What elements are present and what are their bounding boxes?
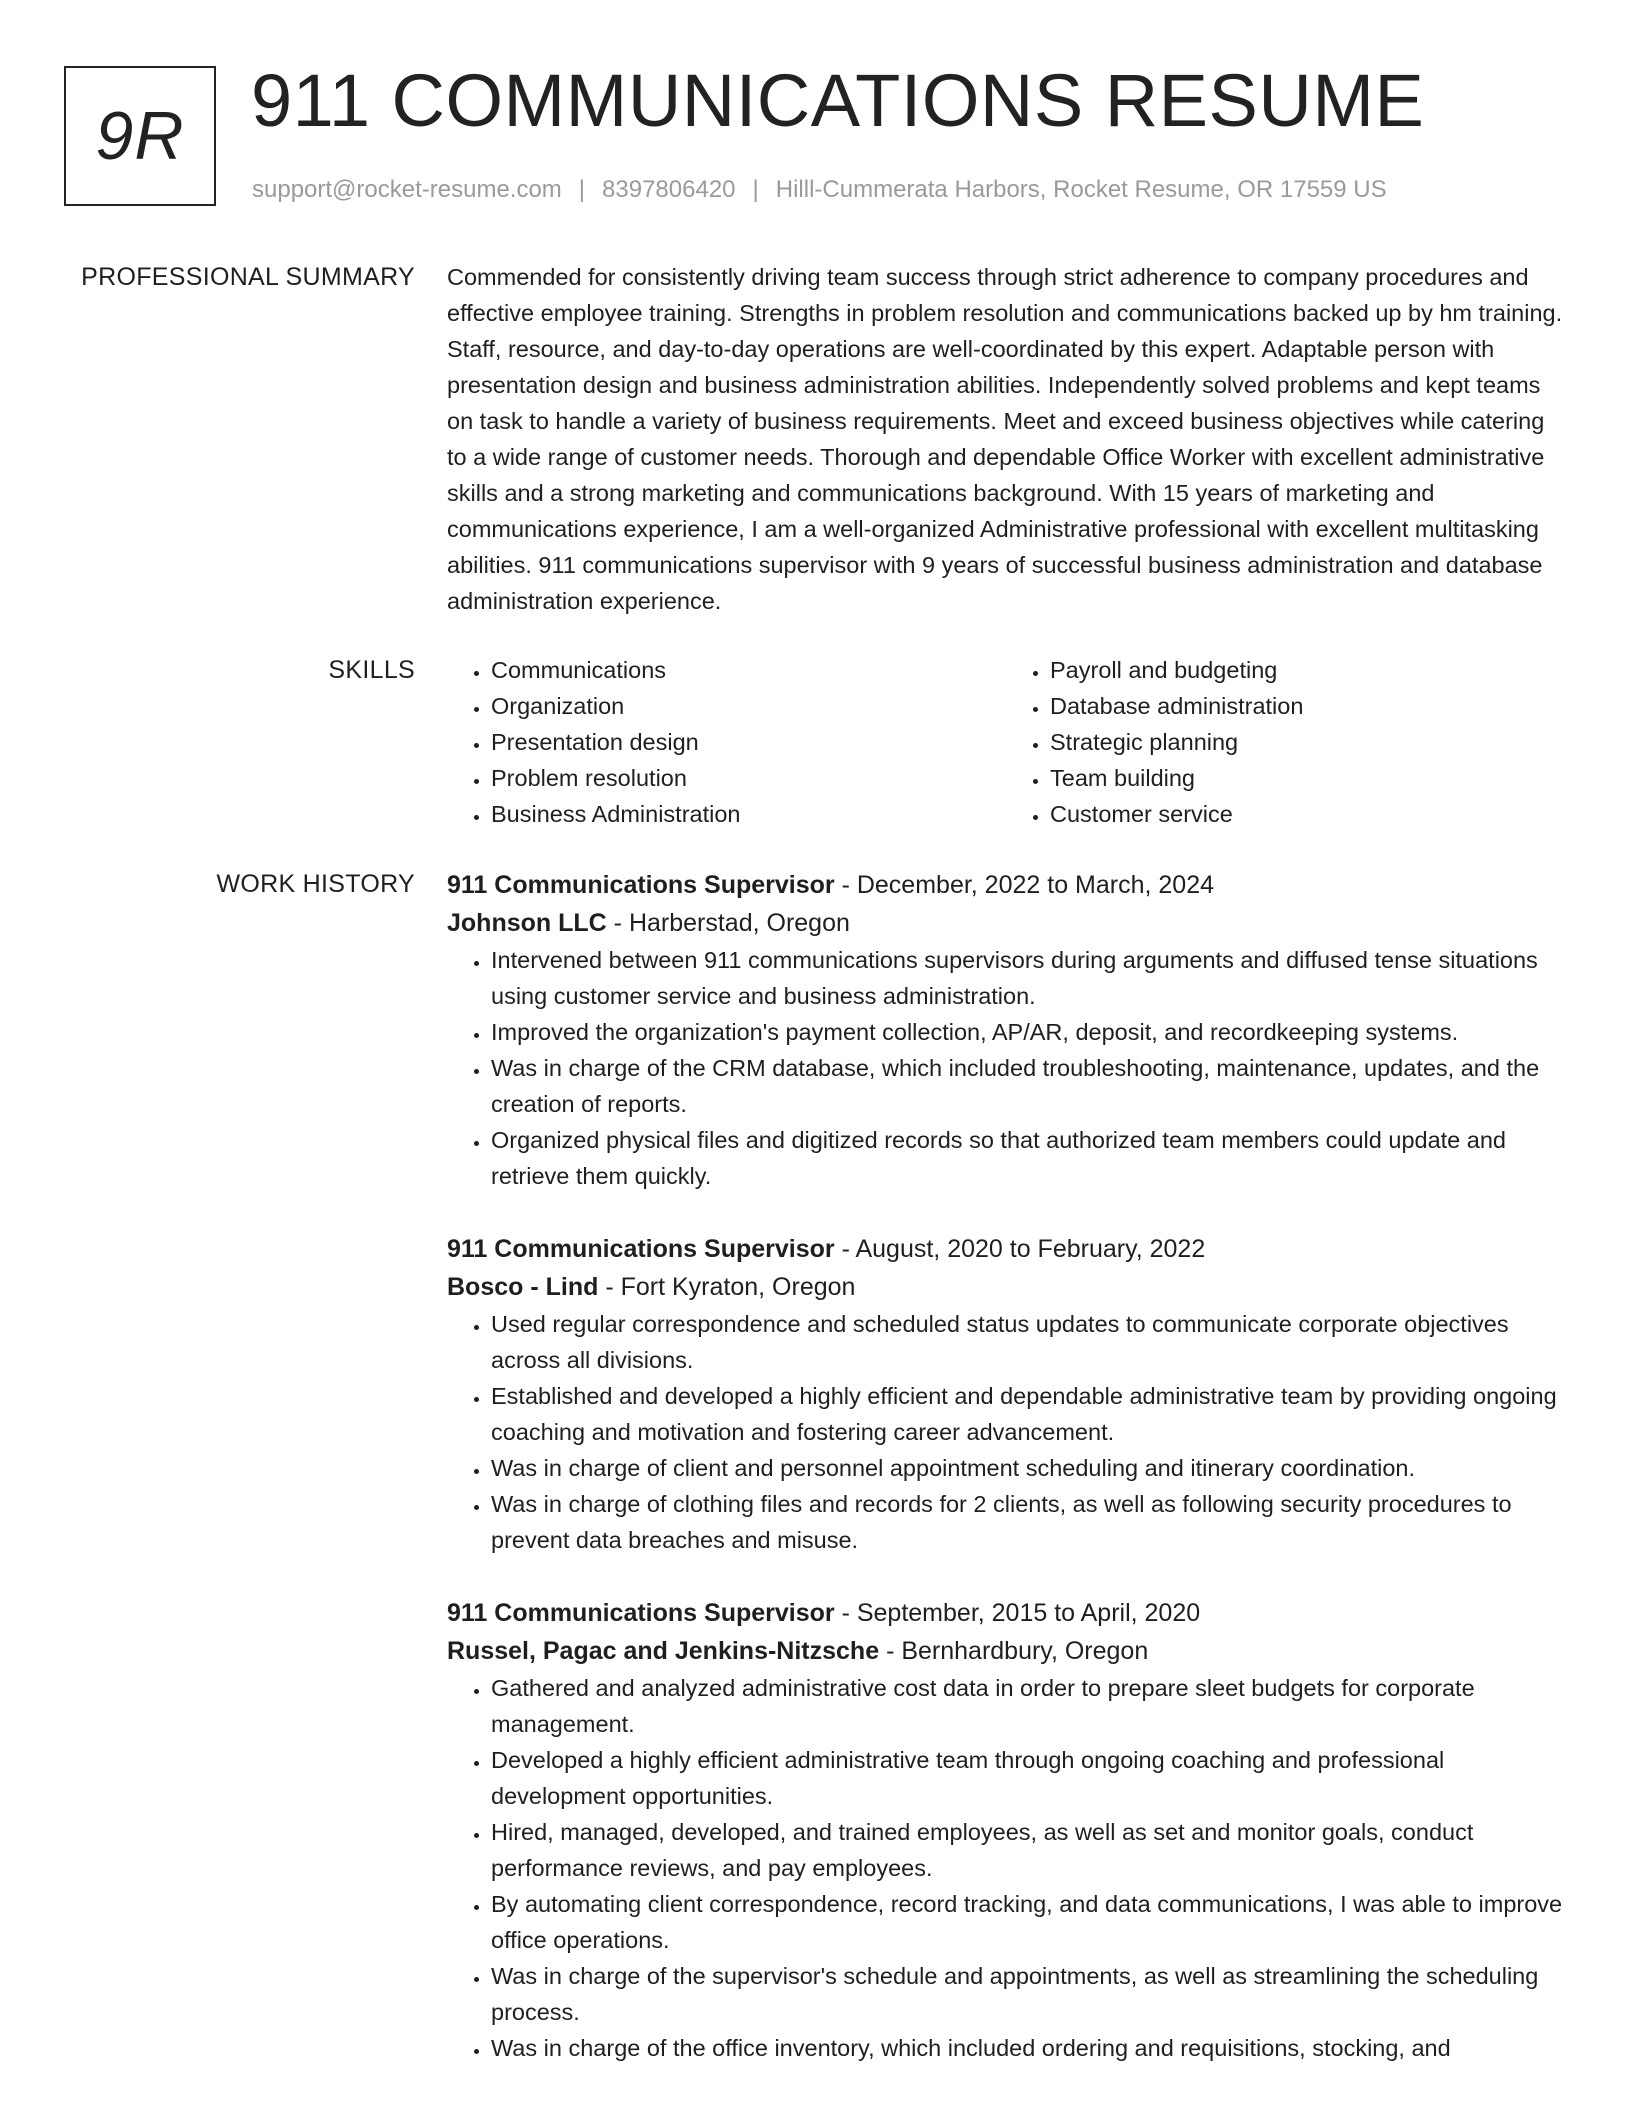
skill-item: • Business Administration [491,796,1006,832]
contact-separator: | [578,176,586,203]
summary-body [447,259,1565,619]
job-location: - Harberstad, Oregon [613,909,850,937]
job-bullet: • Was in charge of clothing files and records for 2 clients, as well as following security procedures to prevent data breaches and misuse. [491,1486,1565,1558]
job-title-line [447,866,1565,904]
contact-line [252,174,1387,206]
job-company-line [447,1268,1565,1306]
job-bullet: • Established and developed a highly efficient and dependable administrative team by providing ongoing coaching and motivation and fostering career advancement. [491,1378,1565,1450]
skills-heading: SKILLS [328,656,415,684]
job-company: Bosco - Lind [447,1273,599,1301]
job-bullet: • Gathered and analyzed administrative cost data in order to prepare sleet budgets for corporate management. [491,1670,1565,1742]
job-entry [447,1594,1565,2066]
job-bullet: • Organized physical files and digitized records so that authorized team members could update and retrieve them quickly. [491,1122,1565,1194]
job-bullets [447,942,1565,1194]
skill-item: • Communications [491,652,1006,688]
job-location: - Fort Kyraton, Oregon [605,1273,856,1301]
job-title: 911 Communications Supervisor [447,1235,835,1263]
job-dates: - August, 2020 to February, 2022 [841,1235,1206,1263]
skill-item: • Organization [491,688,1006,724]
job-dates: - December, 2022 to March, 2024 [841,871,1215,899]
job-bullet: • Hired, managed, developed, and trained employees, as well as set and monitor goals, conduct performance reviews, and pay employees. [491,1814,1565,1886]
job-title: 911 Communications Supervisor [447,1599,835,1627]
job-location: - Bernhardbury, Oregon [886,1637,1149,1665]
skill-item: • Database administration [1050,688,1565,724]
skill-item: • Presentation design [491,724,1006,760]
job-bullet: • Was in charge of the CRM database, which included troubleshooting, maintenance, updates, and the creation of reports. [491,1050,1565,1122]
job-company-line [447,904,1565,942]
skill-item: • Customer service [1050,796,1565,832]
job-bullets [447,1306,1565,1558]
resume-title: 911 COMMUNICATIONS RESUME [251,59,1425,142]
job-title-line [447,1230,1565,1268]
job-company: Johnson LLC [447,909,607,937]
job-bullet: • Was in charge of the office inventory, which included ordering and requisitions, stocking, and [491,2030,1565,2066]
skills-body [447,652,1565,832]
skills-list-right [1006,652,1565,832]
skill-item: • Payroll and budgeting [1050,652,1565,688]
job-dates: - September, 2015 to April, 2020 [841,1599,1201,1627]
job-company-line [447,1632,1565,1670]
job-entry [447,866,1565,1194]
contact-address: Hilll-Cummerata Harbors, Rocket Resume, OR 17559 US [775,176,1387,203]
summary-text: Commended for consistently driving team success through strict adherence to company procedures and effective employee training. Strengths in problem resolution and communications backed up by hm training. Staff, resource, and day-to-day operations are well-coordinated by this expert. Adaptable person with presentation design and business administration abilities. Independently solved problems and kept teams on task to handle a variety of business requirements. Meet and exceed business objectives while catering to a wide range of customer needs. Thorough and dependable Office Worker with excellent administrative skills and a strong marketing and communications background. With 15 years of marketing and communications experience, I am a well-organized Administrative professional with excellent multitasking abilities. 911 communications supervisor with 9 years of successful business administration and database administration experience. [447,264,1563,614]
contact-separator: | [752,176,759,203]
skill-item: • Team building [1050,760,1565,796]
job-bullet: • Intervened between 911 communications supervisors during arguments and diffused tense situations using customer service and business administration. [491,942,1565,1014]
job-company: Russel, Pagac and Jenkins-Nitzsche [447,1637,880,1665]
work-history-body [447,866,1565,2102]
job-bullet: • Used regular correspondence and scheduled status updates to communicate corporate objectives across all divisions. [491,1306,1565,1378]
work-history-heading: WORK HISTORY [216,870,415,898]
skills-list-left [447,652,1006,832]
job-bullets [447,1670,1565,2066]
contact-phone: 8397806420 [602,176,736,203]
monogram-logo: 9R [64,66,216,206]
job-title-line [447,1594,1565,1632]
job-bullet: • Developed a highly efficient administrative team through ongoing coaching and professional development opportunities. [491,1742,1565,1814]
job-bullet: • Improved the organization's payment collection, AP/AR, deposit, and recordkeeping systems. [491,1014,1565,1050]
skill-item: • Problem resolution [491,760,1006,796]
skill-item: • Strategic planning [1050,724,1565,760]
summary-heading: PROFESSIONAL SUMMARY [81,263,415,291]
job-entry [447,1230,1565,1558]
contact-email: support@rocket-resume.com [252,176,562,203]
job-bullet: • Was in charge of the supervisor's schedule and appointments, as well as streamlining the scheduling process. [491,1958,1565,2030]
job-bullet: • By automating client correspondence, record tracking, and data communications, I was able to improve office operations. [491,1886,1565,1958]
job-title: 911 Communications Supervisor [447,871,835,899]
job-bullet: • Was in charge of client and personnel appointment scheduling and itinerary coordination. [491,1450,1565,1486]
